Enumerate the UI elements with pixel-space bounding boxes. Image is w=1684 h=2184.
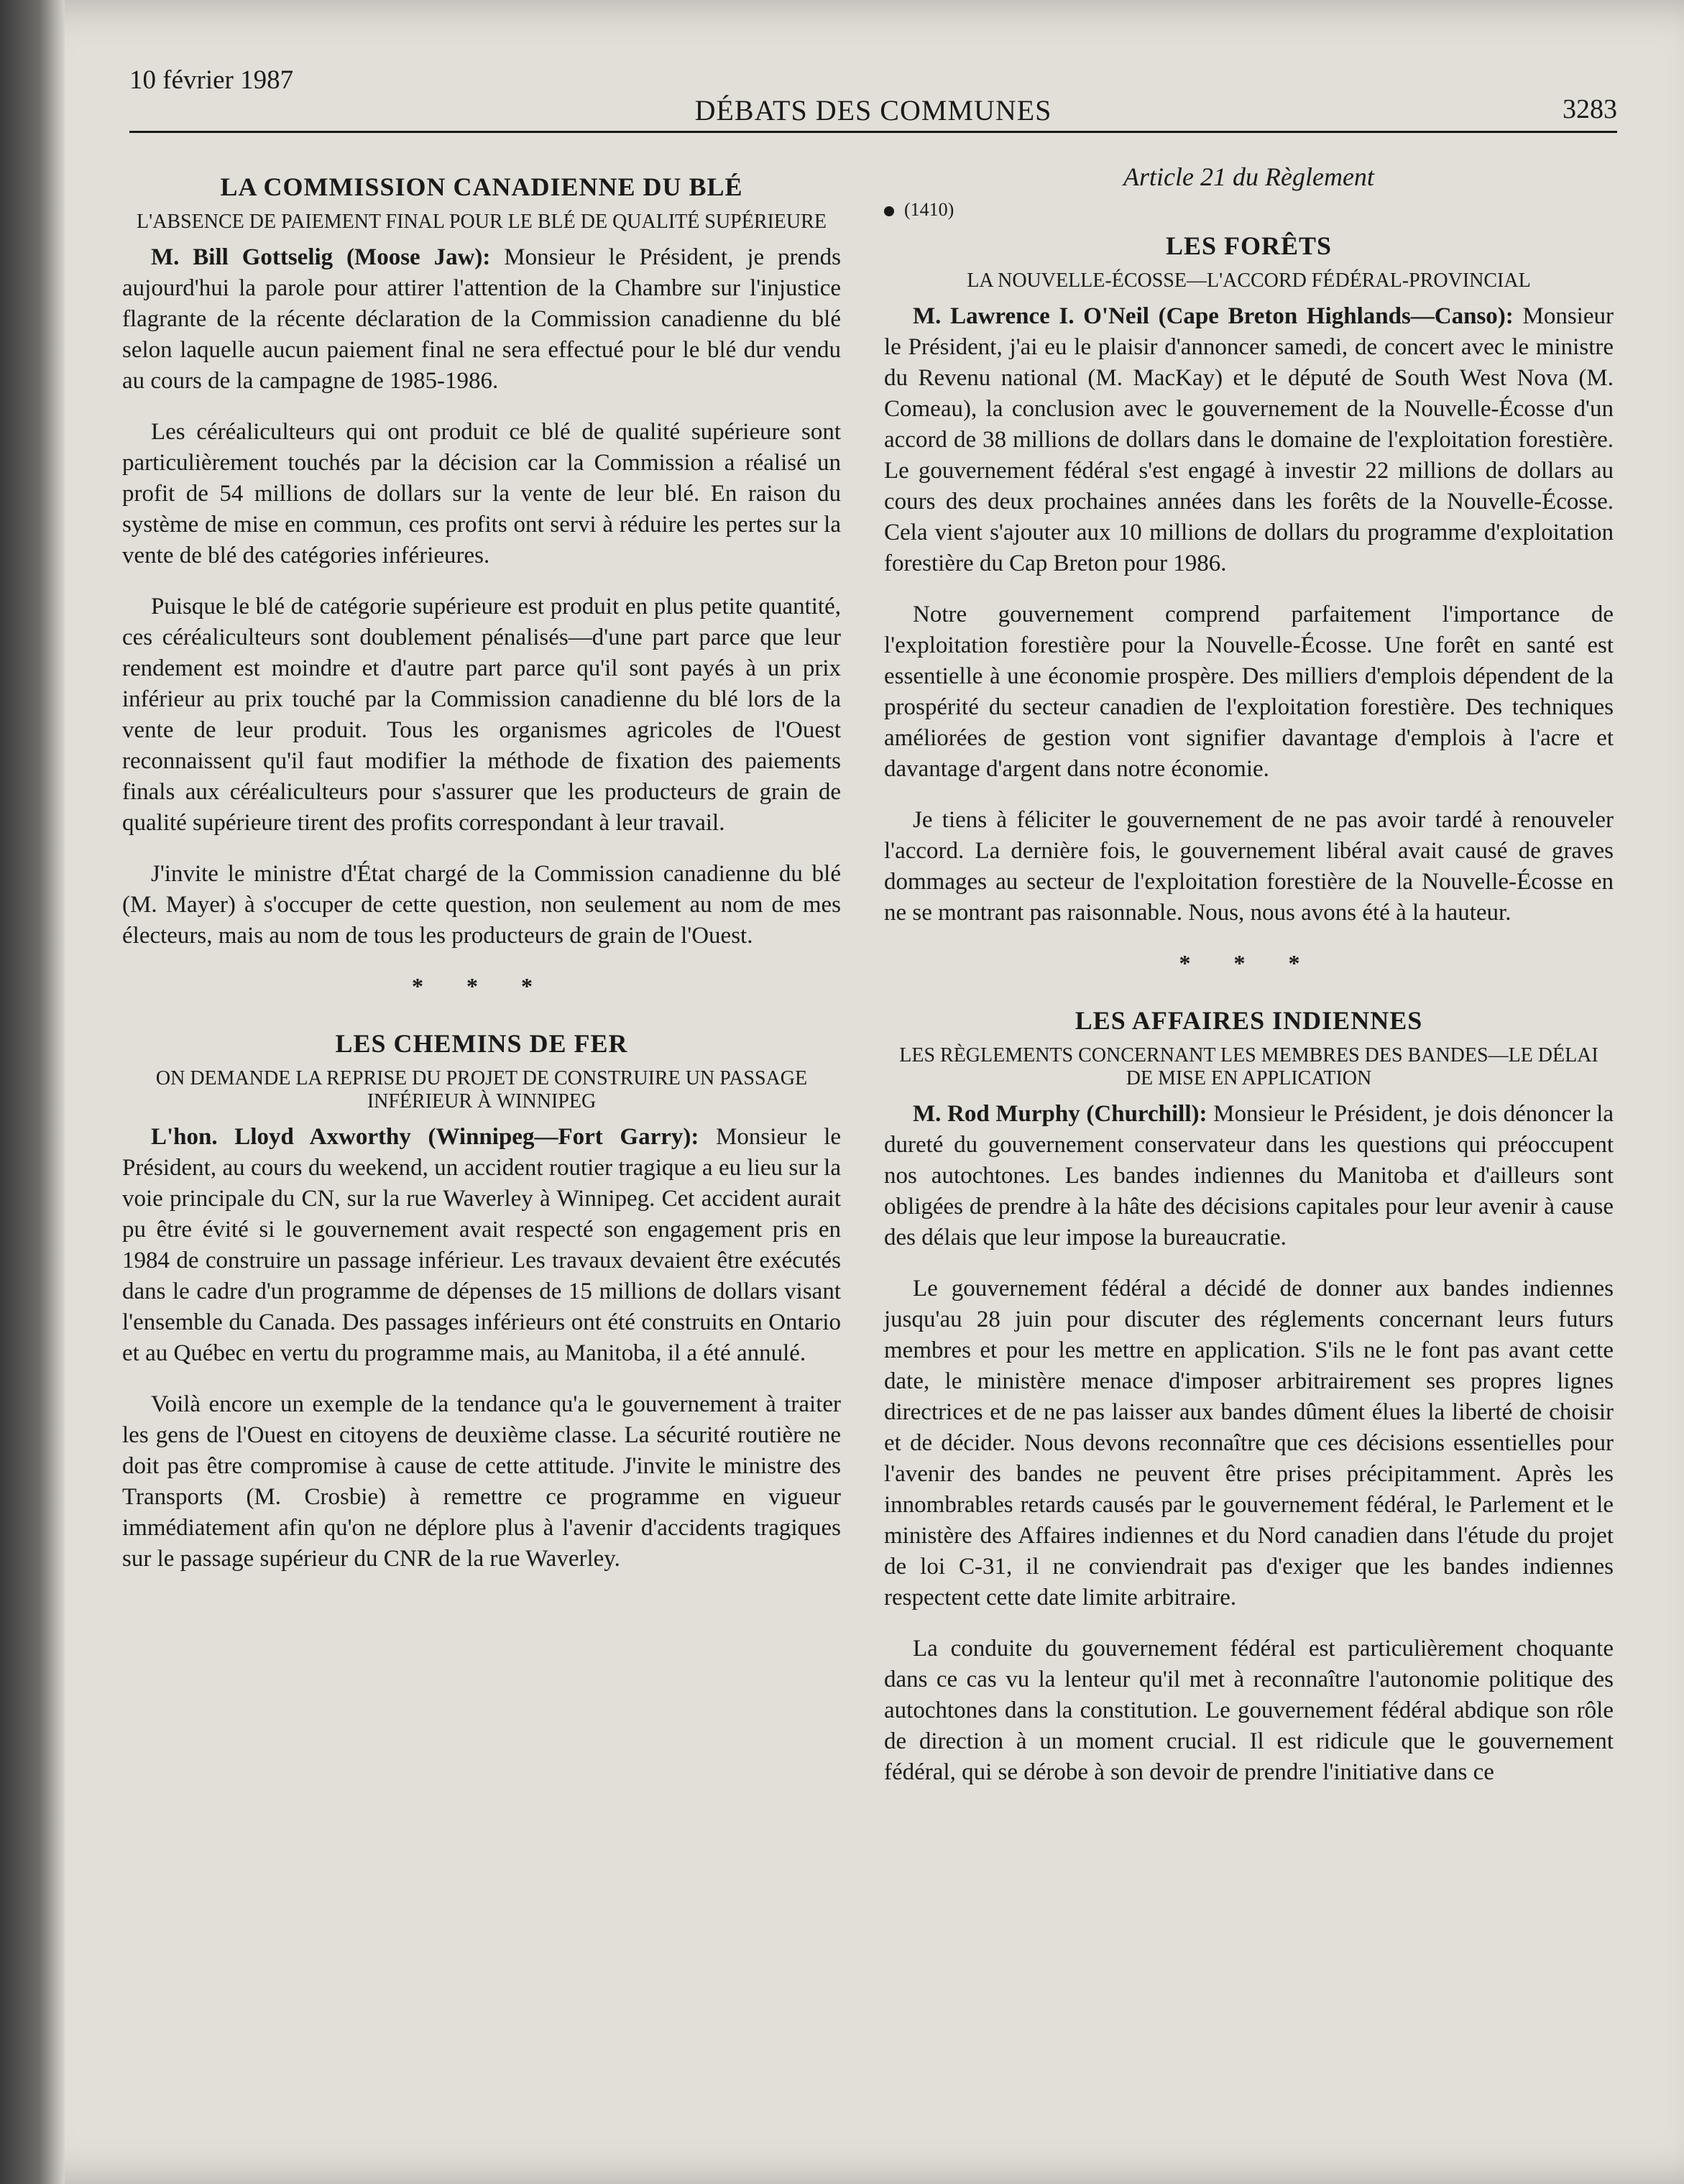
header-rule [129, 131, 1617, 133]
speaker-name: M. Rod Murphy (Churchill): [913, 1101, 1207, 1127]
book-spine-shadow [0, 0, 65, 2184]
paragraph: Le gouvernement fédéral a décidé de donner aux bandes indiennes jusqu'au 28 juin pour discuter des réglements concernant leurs futurs membres et pour les mettre en application. S'ils ne le font pas avant cette date, le ministère menace d'imposer arbitrairement ses propres lignes directrices et de ne pas laisser aux bandes dûment élues la liberté de choisir et de décider. Nous devons reconnaître que ces décisions essentielles pour l'avenir des bandes ne peuvent être prises précipitamment. Après les innombrables retards causés par le gouvernement fédéral, le Parlement et le ministère des Affaires indiennes et du Nord canadien dans l'étude du projet de loi C-31, il ne conviendrait pas d'exiger que les bandes indiennes respectent cette date limite arbitraire. [884, 1276, 1614, 1611]
paragraph [122, 242, 841, 397]
section-subtitle-forets: LA NOUVELLE-ÉCOSSE—L'ACCORD FÉDÉRAL-PROVINCIAL [967, 269, 1531, 292]
time-stamp [884, 199, 1614, 221]
paragraph [884, 1099, 1614, 1253]
speaker-name: M. Lawrence I. O'Neil (Cape Breton Highlands—Canso): [913, 303, 1514, 329]
speaker-name: L'hon. Lloyd Axworthy (Winnipeg—Fort Garry): [151, 1124, 699, 1150]
paragraph [884, 301, 1614, 579]
header-date: 10 février 1987 [129, 65, 294, 95]
section-subtitle-chemins-de-fer: ON DEMANDE LA REPRISE DU PROJET DE CONSTRUIRE UN PASSAGE INFÉRIEUR À WINNIPEG [155, 1067, 808, 1112]
section-separator: * * * [1179, 950, 1319, 976]
section-title-forets: LES FORÊTS [1165, 231, 1333, 260]
section-separator: * * * [412, 973, 551, 999]
page-number: 3283 [1563, 94, 1617, 124]
bullet-icon [884, 206, 894, 216]
section-subtitle-ble: L'ABSENCE DE PAIEMENT FINAL POUR LE BLÉ DE QUALITÉ SUPÉRIEURE [137, 211, 827, 233]
paragraph [122, 1122, 841, 1369]
article-heading: Article 21 du Règlement [1123, 162, 1374, 191]
paragraph: La conduite du gouvernement fédéral est particulièrement choquante dans ce cas vu la lenteur qu'il met à reconnaître l'autonomie politique des autochtones dans la constitution. Le gouvernement fédéral abdique son rôle de direction à un moment crucial. Il est ridicule que le gouvernement fédéral, qui se dérobe à son devoir de prendre l'initiative dans ce [884, 1636, 1614, 1785]
time-text: (1410) [904, 199, 954, 220]
paragraph-text: Monsieur le Président, je prends aujourd'hui la parole pour attirer l'attention de la Chambre sur l'injustice flagrante de la récente déclaration de la Commission canadienne du blé selon laquelle aucun paiement final ne sera effectué pour le blé dur vendu au cours de la campagne de 1985-1986. [122, 244, 842, 394]
speaker-name: M. Bill Gottselig (Moose Jaw): [151, 244, 491, 270]
left-column [122, 162, 841, 1595]
paragraph-text: Monsieur le Président, je dois dénoncer la dureté du gouvernement conservateur dans les questions qui préoccupent nos autochtones. Les bandes indiennes du Manitoba et d'ailleurs sont obligées de prendre à la hâte des décisions capitales pour leur avenir à cause des délais que leur impose la bureaucratie. [884, 1101, 1614, 1250]
paragraph: Je tiens à féliciter le gouvernement de ne pas avoir tardé à renouveler l'accord. La dernière fois, le gouvernement libéral avait causé de graves dommages au secteur de l'exploitation forestière de la Nouvelle-Écosse en ne se montrant pas raisonnable. Nous, nous avons été à la hauteur. [884, 807, 1614, 926]
section-title-ble: LA COMMISSION CANADIENNE DU BLÉ [220, 172, 743, 201]
right-column [884, 162, 1614, 1808]
paragraph: Les céréaliculteurs qui ont produit ce blé de qualité supérieure sont particulièrement touchés par la décision car la Commission a réalisé un profit de 54 millions de dollars sur la vente de leur blé. En raison du système de mise en commun, ces profits ont servi à réduire les pertes sur la vente de blé des catégories inférieures. [122, 419, 841, 568]
paragraph-text: Monsieur le Président, au cours du weekend, un accident routier tragique a eu lieu sur la voie principale du CN, sur la rue Waverley à Winnipeg. Cet accident aurait pu être évité si le gouvernement avait respecté son engagement pris en 1984 de construire un passage inférieur. Les travaux devaient être exécutés dans le cadre d'un programme de dépenses de 15 millions de dollars visant l'ensemble du Canada. Des passages inférieurs ont été construits en Ontario et au Québec en vertu du programme mais, au Manitoba, il a été annulé. [122, 1124, 842, 1366]
section-subtitle-affaires-indiennes: LES RÈGLEMENTS CONCERNANT LES MEMBRES DES BANDES—LE DÉLAI DE MISE EN APPLICATION [899, 1044, 1598, 1089]
page-header [129, 57, 1617, 137]
section-title-affaires-indiennes: LES AFFAIRES INDIENNES [1075, 1006, 1423, 1035]
paragraph: Voilà encore un exemple de la tendance qu'a le gouvernement à traiter les gens de l'Ouest en citoyens de deuxième classe. La sécurité routière ne doit pas être compromise à cause de cette attitude. J'invite le ministre des Transports (M. Crosbie) à remettre ce programme en vigueur immédiatement afin qu'on ne déplore plus à l'avenir d'accidents tragiques sur le passage supérieur du CNR de la rue Waverley. [122, 1391, 841, 1572]
paragraph: Puisque le blé de catégorie supérieure est produit en plus petite quantité, ces céréaliculteurs sont doublement pénalisés—d'une part parce que leur rendement est moindre et d'autre part parce qu'il sont payés à un prix inférieur au prix touché par la Commission canadienne du blé lors de la vente de leur produit. Tous les organismes agricoles de l'Ouest reconnaissent qu'il faut modifier la méthode de fixation des paiements finals aux céréaliculteurs pour s'assurer que les producteurs de grain de qualité supérieure tirent des profits correspondant à leur travail. [122, 594, 841, 836]
paragraph: Notre gouvernement comprend parfaitement l'importance de l'exploitation forestière pour la Nouvelle-Écosse. Une forêt en santé est essentielle à une économie prospère. Des milliers d'emplois dépendent de la prospérité du secteur canadien de l'exploitation forestière. Des techniques améliorées de gestion vont signifier davantage d'emplois à l'acre et davantage d'argent dans notre économie. [884, 602, 1614, 782]
section-title-chemins-de-fer: LES CHEMINS DE FER [335, 1029, 628, 1058]
paragraph-text: Monsieur le Président, j'ai eu le plaisir d'annoncer samedi, de concert avec le ministre du Revenu national (M. MacKay) et le député de South West Nova (M. Comeau), la conclusion avec le gouvernement de la Nouvelle-Écosse d'un accord de 38 millions de dollars dans le domaine de l'exploitation forestière. Le gouvernement fédéral s'est engagé à investir 22 millions de dollars au cours des deux prochaines années dans les forêts de la Nouvelle-Écosse. Cela vient s'ajouter aux 10 millions de dollars du programme d'exploitation forestière du Cap Breton pour 1986. [884, 303, 1614, 576]
header-title: DÉBATS DES COMMUNES [694, 94, 1052, 126]
paragraph: J'invite le ministre d'État chargé de la Commission canadienne du blé (M. Mayer) à s'occuper de cette question, non seulement au nom de mes électeurs, mais au nom de tous les producteurs de grain de l'Ouest. [122, 861, 841, 949]
